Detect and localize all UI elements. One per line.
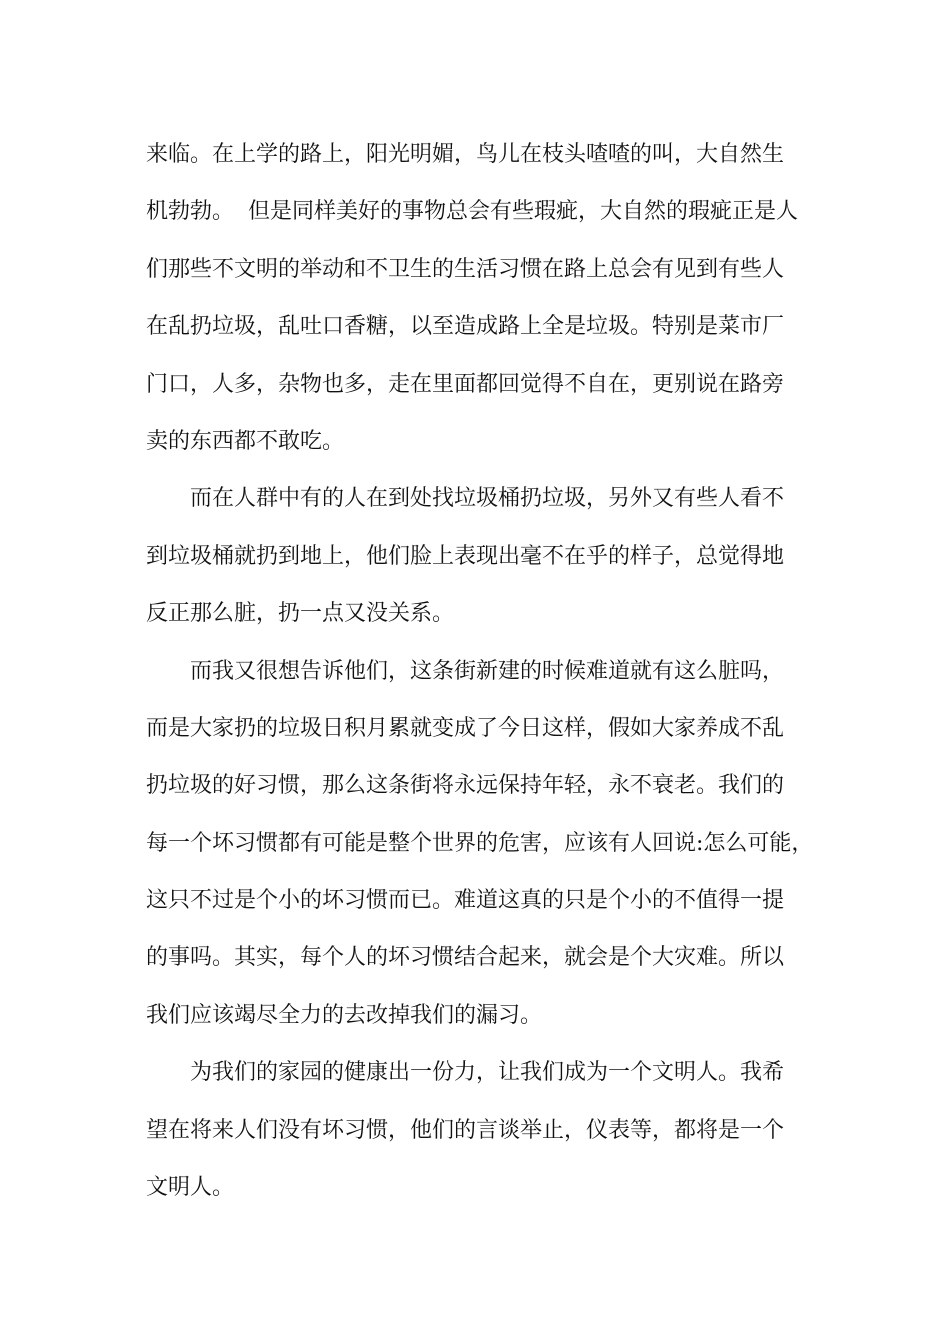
text-line: 文明人。 — [146, 1175, 235, 1201]
text-line: 们那些不文明的举动和不卫生的生活习惯在路上总会有见到有些人 — [146, 256, 785, 282]
text-line: 每一个坏习惯都有可能是整个世界的危害，应该有人回说:怎么可能， — [146, 830, 814, 856]
text-line: 扔垃圾的好习惯，那么这条街将永远保持年轻，永不衰老。我们的 — [146, 773, 785, 799]
paragraph-start-line: 而我又很想告诉他们，这条街新建的时候难道就有这么脏吗， — [190, 658, 785, 684]
text-line: 的事吗。其实，每个人的坏习惯结合起来，就会是个大灾难。所以 — [146, 945, 785, 971]
text-line: 到垃圾桶就扔到地上，他们脸上表现出毫不在乎的样子，总觉得地 — [146, 543, 785, 569]
essay-body — [146, 126, 826, 1216]
text-line: 而是大家扔的垃圾日积月累就变成了今日这样，假如大家养成不乱 — [146, 715, 785, 741]
text-line: 在乱扔垃圾，乱吐口香糖，以至造成路上全是垃圾。特别是菜市厂 — [146, 314, 785, 340]
paragraph-start-line: 而在人群中有的人在到处找垃圾桶扔垃圾，另外又有些人看不 — [190, 486, 785, 512]
text-line: 我们应该竭尽全力的去改掉我们的漏习。 — [146, 1002, 543, 1028]
paragraph-start-line: 为我们的家园的健康出一份力，让我们成为一个文明人。我希 — [190, 1060, 785, 1086]
text-line: 来临。在上学的路上，阳光明媚，鸟儿在枝头喳喳的叫，大自然生 — [146, 142, 785, 167]
text-line: 反正那么脏，扔一点又没关系。 — [146, 601, 455, 627]
text-line: 门口，人多，杂物也多，走在里面都回觉得不自在，更别说在路旁 — [146, 371, 785, 397]
text-line: 望在将来人们没有坏习惯，他们的言谈举止，仪表等，都将是一个 — [146, 1117, 785, 1143]
text-line: 卖的东西都不敢吃。 — [146, 428, 345, 454]
text-line: 这只不过是个小的坏习惯而已。难道这真的只是个小的不值得一提 — [146, 888, 785, 914]
text-line: 机勃勃。 但是同样美好的事物总会有些瑕疵，大自然的瑕疵正是人 — [146, 199, 798, 225]
